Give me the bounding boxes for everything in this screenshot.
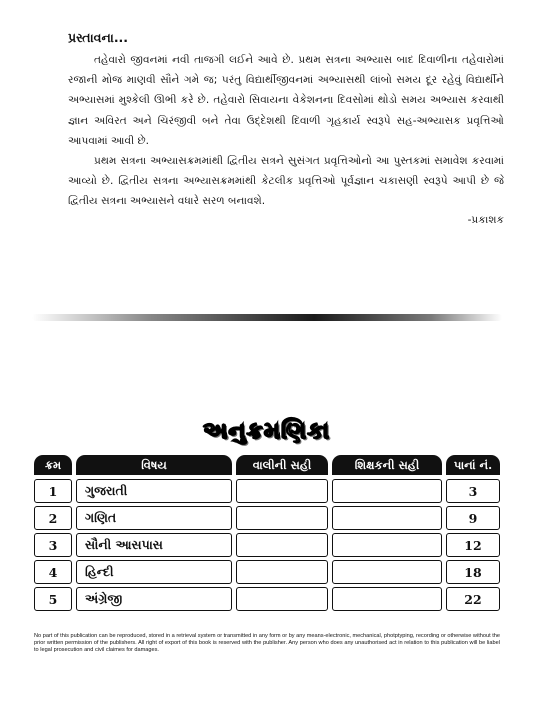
preface-title: પ્રસ્તાવના...: [68, 30, 129, 45]
teacher-signature-cell: [332, 560, 442, 584]
table-row: [34, 587, 500, 611]
header-teacher-signature: શિક્ષકની સહી: [332, 455, 442, 475]
teacher-signature-cell: [332, 506, 442, 530]
row-subject: ગુજરાતી: [76, 479, 232, 503]
table-row: [34, 560, 500, 584]
table-row: [34, 506, 500, 530]
row-serial: 3: [34, 533, 72, 557]
row-subject: હિન્દી: [76, 560, 232, 584]
header-serial: ક્રમ: [34, 455, 72, 475]
preface-paragraph-2: પ્રથમ સત્રના અભ્યાસક્રમમાંથી દ્વિતીય સત્રને સુસંગત પ્રવૃત્તિઓનો આ પુસ્તકમાં સમાવેશ કરવામાં આવ્યો છે. દ્વિતીય સત્રના અભ્યાસક્રમમાંથી કેટલીક પ્રવૃત્તિઓ પૂર્વજ્ઞાન ચકાસણી સ્વરૂપે આપી છે જે દ્વિતીય સત્રના અભ્યાસને વધારે સરળ બનાવશે.: [68, 155, 504, 208]
teacher-signature-cell: [332, 479, 442, 503]
row-serial: 1: [34, 479, 72, 503]
row-page: 18: [446, 560, 500, 584]
row-subject: સૌની આસપાસ: [76, 533, 232, 557]
section-divider: [32, 314, 502, 321]
header-parent-signature: વાલીની સહી: [236, 455, 328, 475]
parent-signature-cell: [236, 533, 328, 557]
preface-paragraph-1: તહેવારો જીવનમાં નવી તાજગી લઈને આવે છે. પ્રથમ સત્રના અભ્યાસ બાદ દિવાળીના તહેવારોમાં રજાની મોજ માણવી સૌને ગમે જ; પરંતુ વિદ્યાર્થીજીવનમાં અભ્યાસથી લાંબો સમય દૂર રહેવું વિદ્યાર્થીને અભ્યાસમાં મુશ્કેલી ઊભી કરે છે. તહેવારો સિવાયના વેકેશનના દિવસોમાં થોડો સમય અભ્યાસ કરવાથી જ્ઞાન અવિરત અને ચિરંજીવી બને તેવા ઉદ્દેશથી દિવાળી ગૃહકાર્ય સ્વરૂપે સહ-અભ્યાસક પ્રવૃત્તિઓ આપવામાં આવી છે.: [68, 54, 504, 147]
parent-signature-cell: [236, 479, 328, 503]
preface-section: [68, 30, 504, 227]
index-title: અનુક્રમણિકા: [202, 418, 330, 444]
header-page-number: પાનાં નં.: [446, 455, 500, 475]
row-subject: ગણિત: [76, 506, 232, 530]
teacher-signature-cell: [332, 533, 442, 557]
row-serial: 2: [34, 506, 72, 530]
index-table: [34, 455, 500, 614]
publisher-signature: -પ્રકાશક: [467, 213, 504, 226]
teacher-signature-cell: [332, 587, 442, 611]
row-page: 3: [446, 479, 500, 503]
copyright-disclaimer: No part of this publication can be reproduced, stored in a retrieval system or transmitted in any form or by any means-electronic, mechanical, photptyping, recording or otherwise without the prior written permission of the publishers. All right of export of this book is reserved with the publisher. Any person who does any unauthorised act in relation to this publication will be liabel to legal prosecution and civil claimes for damages.: [34, 633, 500, 653]
row-serial: 5: [34, 587, 72, 611]
row-subject: અંગ્રેજી: [76, 587, 232, 611]
row-page: 22: [446, 587, 500, 611]
index-header-row: [34, 455, 500, 475]
parent-signature-cell: [236, 560, 328, 584]
table-row: [34, 479, 500, 503]
row-serial: 4: [34, 560, 72, 584]
row-page: 12: [446, 533, 500, 557]
parent-signature-cell: [236, 587, 328, 611]
row-page: 9: [446, 506, 500, 530]
table-row: [34, 533, 500, 557]
parent-signature-cell: [236, 506, 328, 530]
header-subject: વિષય: [76, 455, 232, 475]
